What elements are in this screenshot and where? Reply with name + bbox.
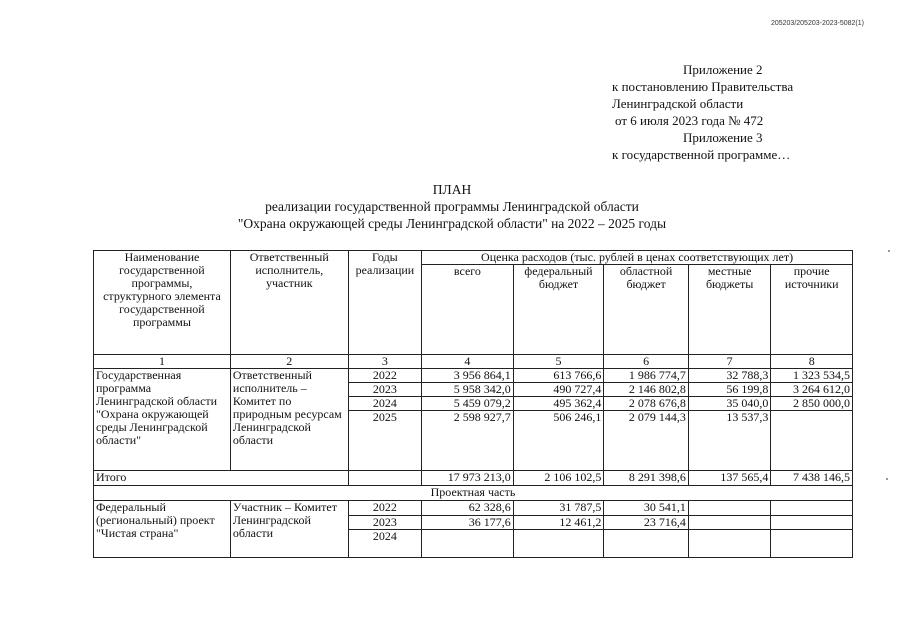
local-cell [688, 516, 771, 530]
local-cell [688, 530, 771, 558]
itogo-federal: 2 106 102,5 [513, 471, 604, 486]
plan-title: ПЛАН [432, 182, 472, 197]
total-cell [422, 530, 514, 558]
federal-cell [513, 530, 604, 558]
other-cell [771, 411, 853, 471]
regional-cell: 1 986 774,7 [604, 369, 689, 383]
regional-cell: 2 079 144,3 [604, 411, 689, 471]
plan-subtitle-1: реализации государственной программы Ленинградской области [265, 199, 639, 214]
federal-cell: 506 246,1 [513, 411, 604, 471]
project-executor: Участник – Комитет Ленинградской области [230, 501, 348, 558]
total-cell: 3 956 864,1 [422, 369, 514, 383]
document-id: 205203/205203-2023-5082(1) [770, 20, 864, 27]
federal-cell: 490 727,4 [513, 383, 604, 397]
federal-cell: 495 362,4 [513, 397, 604, 411]
table-row [94, 369, 853, 383]
appendix-line-5: Приложение 3 [683, 130, 763, 145]
column-number: 7 [688, 355, 771, 369]
year-cell: 2023 [348, 383, 421, 397]
federal-cell: 31 787,5 [513, 501, 604, 516]
header-name: Наименование государственной программы, структурного элемента государственной программы [94, 251, 231, 355]
appendix-line-1: Приложение 2 [683, 62, 763, 77]
itogo-label: Итого [94, 471, 349, 486]
total-cell: 5 958 342,0 [422, 383, 514, 397]
federal-cell: 613 766,6 [513, 369, 604, 383]
budget-plan-table [93, 250, 853, 558]
column-number: 2 [230, 355, 348, 369]
regional-cell: 23 716,4 [604, 516, 689, 530]
header-federal: федеральный бюджет [513, 265, 604, 355]
section-label: Проектная часть [94, 486, 853, 501]
header-total: всего [422, 265, 514, 355]
section-row [94, 486, 853, 501]
regional-cell: 2 146 802,8 [604, 383, 689, 397]
other-cell [771, 530, 853, 558]
table-header-row [94, 251, 853, 265]
program-executor: Ответственный исполнитель – Комитет по природным ресурсам Ленинградской области [230, 369, 348, 471]
year-cell: 2022 [348, 369, 421, 383]
local-cell: 35 040,0 [688, 397, 771, 411]
program-name: Государственная программа Ленинградской области "Охрана окружающей среды Ленинградской области" [94, 369, 231, 471]
header-executor: Ответственный исполнитель, участник [230, 251, 348, 355]
itogo-row [94, 471, 853, 486]
regional-cell [604, 530, 689, 558]
itogo-total: 17 973 213,0 [422, 471, 514, 486]
total-cell: 62 328,6 [422, 501, 514, 516]
year-cell: 2024 [348, 397, 421, 411]
local-cell: 32 788,3 [688, 369, 771, 383]
column-number: 6 [604, 355, 689, 369]
appendix-line-4: от 6 июля 2023 года № 472 [615, 113, 764, 128]
header-other: прочие источники [771, 265, 853, 355]
header-years: Годы реализации [348, 251, 421, 355]
itogo-year-empty [348, 471, 421, 486]
year-cell: 2023 [348, 516, 421, 530]
itogo-other: 7 438 146,5 [771, 471, 853, 486]
appendix-line-6: к государственной программе… [612, 147, 791, 162]
year-cell: 2025 [348, 411, 421, 471]
total-cell: 5 459 079,2 [422, 397, 514, 411]
local-cell: 56 199,8 [688, 383, 771, 397]
column-number: 1 [94, 355, 231, 369]
total-cell: 36 177,6 [422, 516, 514, 530]
year-cell: 2022 [348, 501, 421, 516]
other-cell: 3 264 612,0 [771, 383, 853, 397]
project-name: Федеральный (региональный) проект "Чистая страна" [94, 501, 231, 558]
appendix-line-2: к постановлению Правительства [612, 79, 794, 94]
other-cell: 2 850 000,0 [771, 397, 853, 411]
other-cell [771, 516, 853, 530]
other-cell [771, 501, 853, 516]
appendix-line-3: Ленинградской области [612, 96, 744, 111]
local-cell [688, 501, 771, 516]
other-cell: 1 323 534,5 [771, 369, 853, 383]
year-cell: 2024 [348, 530, 421, 558]
plan-subtitle-2: "Охрана окружающей среды Ленинградской области" на 2022 – 2025 годы [237, 216, 667, 231]
itogo-regional: 8 291 398,6 [604, 471, 689, 486]
scan-speck [888, 250, 890, 252]
total-cell: 2 598 927,7 [422, 411, 514, 471]
header-expenses: Оценка расходов (тыс. рублей в ценах соответствующих лет) [422, 251, 853, 265]
regional-cell: 30 541,1 [604, 501, 689, 516]
header-local: местные бюджеты [688, 265, 771, 355]
itogo-local: 137 565,4 [688, 471, 771, 486]
column-number: 3 [348, 355, 421, 369]
table-row [94, 501, 853, 516]
regional-cell: 2 078 676,8 [604, 397, 689, 411]
header-regional: областной бюджет [604, 265, 689, 355]
local-cell: 13 537,3 [688, 411, 771, 471]
federal-cell: 12 461,2 [513, 516, 604, 530]
column-number: 8 [771, 355, 853, 369]
column-number: 5 [513, 355, 604, 369]
scan-speck [886, 478, 888, 480]
column-number-row [94, 355, 853, 369]
column-number: 4 [422, 355, 514, 369]
